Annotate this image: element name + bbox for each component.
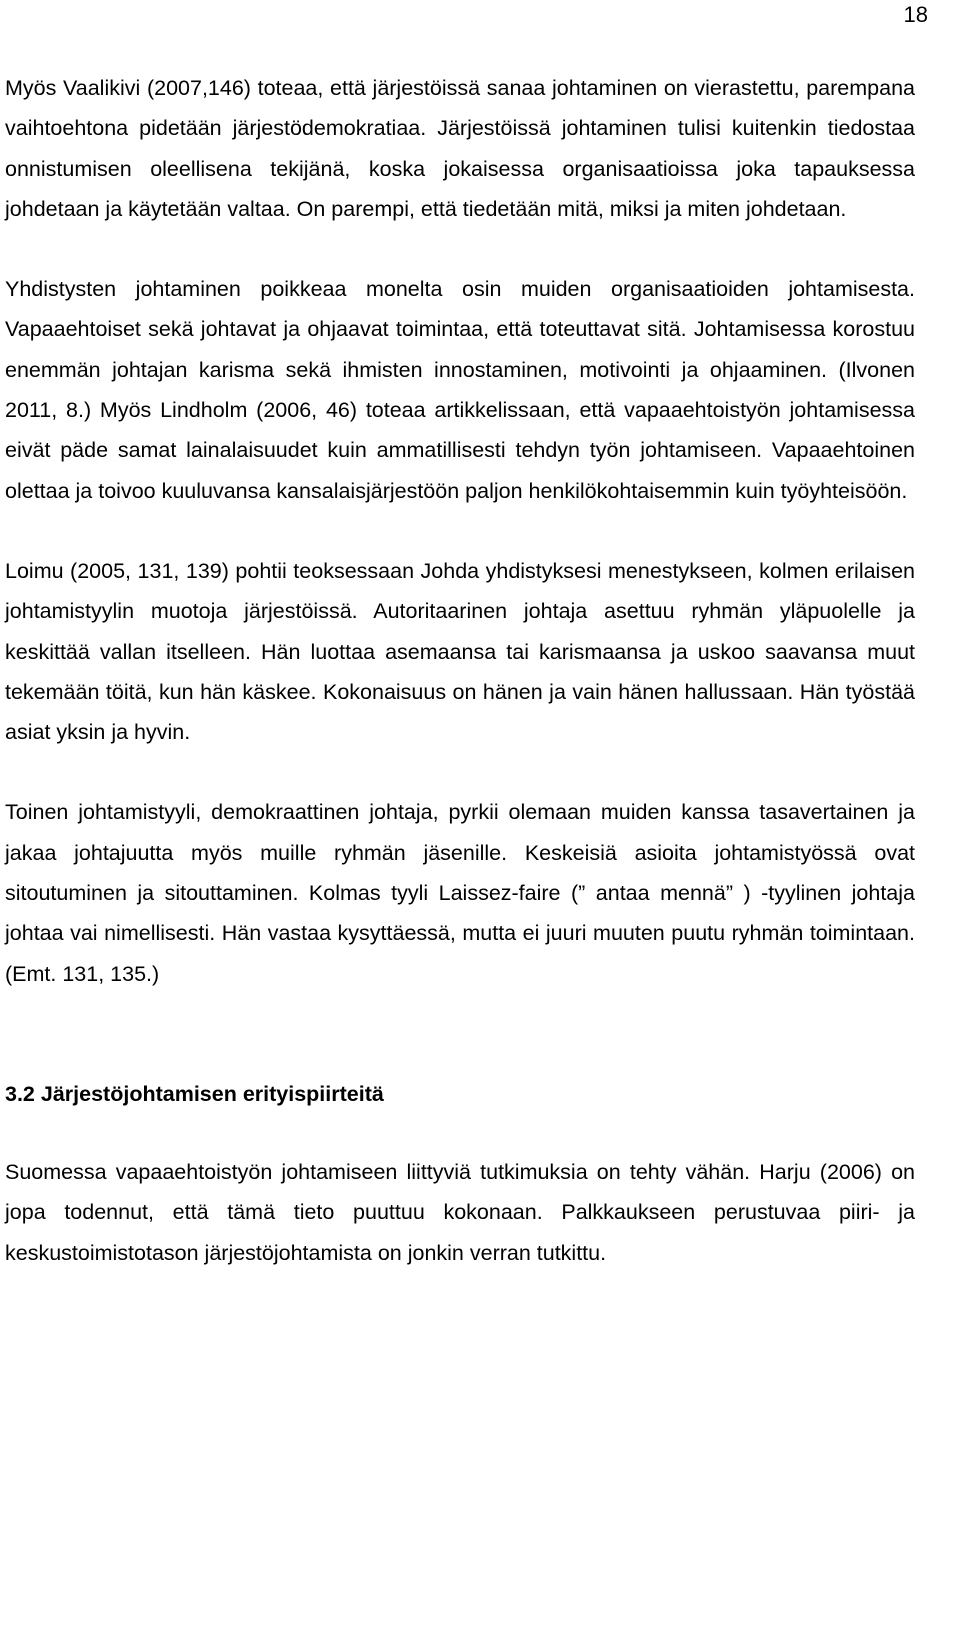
document-body xyxy=(5,68,915,1273)
paragraph-toinen-johtamistyyli: Toinen johtamistyyli, demokraattinen johtaja, pyrkii olemaan muiden kanssa tasavertainen ja jakaa johtajuutta myös muille ryhmän jäsenille. Keskeisiä asioita johtamistyössä ovat sitoutuminen ja sitouttaminen. Kolmas tyyli Laissez-faire (” antaa mennä” ) -tyylinen johtaja johtaa vai nimellisesti. Hän vastaa kysyttäessä, mutta ei juuri muuten puutu ryhmän toimintaan. (Emt. 131, 135.) xyxy=(5,800,915,986)
paragraph-yhdistysten-johtaminen: Yhdistysten johtaminen poikkeaa monelta osin muiden organisaatioiden johtamisesta. Vapaaehtoiset sekä johtavat ja ohjaavat toimintaa, että toteuttavat sitä. Johtamisessa korostuu enemmän johtajan karisma sekä ihmisten innostaminen, motivointi ja ohjaaminen. (Ilvonen 2011, 8.) Myös Lindholm (2006, 46) toteaa artikkelissaan, että vapaaehtoistyön johtamisessa eivät päde samat lainalaisuudet kuin ammatillisesti tehdyn työn johtamiseen. Vapaaehtoinen olettaa ja toivoo kuuluvansa kansalaisjärjestöön paljon henkilökohtaisemmin kuin työyhteisöön. xyxy=(5,277,915,503)
paragraph-vaalikivi: Myös Vaalikivi (2007,146) toteaa, että järjestöissä sanaa johtaminen on vierastettu, parempana vaihtoehtona pidetään järjestödemokratiaa. Järjestöissä johtaminen tulisi kuitenkin tiedostaa onnistumisen oleellisena tekijänä, koska jokaisessa organisaatioissa joka tapauksessa johdetaan ja käytetään valtaa. On parempi, että tiedetään mitä, miksi ja miten johdetaan. xyxy=(5,76,915,221)
section-title: Järjestöjohtamisen erityispiirteitä xyxy=(40,1081,384,1106)
section-number: 3.2 xyxy=(5,1081,35,1106)
section-heading xyxy=(5,1074,915,1114)
paragraph-loimu: Loimu (2005, 131, 139) pohtii teoksessaan Johda yhdistyksesi menestykseen, kolmen erilaisen johtamistyylin muotoja järjestöissä. Autoritaarinen johtaja asettuu ryhmän yläpuolelle ja keskittää vallan itselleen. Hän luottaa asemaansa tai karismaansa ja uskoo saavansa muut tekemään töitä, kun hän käskee. Kokonaisuus on hänen ja vain hänen hallussaan. Hän työstää asiat yksin ja hyvin. xyxy=(5,558,915,745)
paragraph-suomessa: Suomessa vapaaehtoistyön johtamiseen liittyviä tutkimuksia on tehty vähän. Harju (2006) on jopa todennut, että tämä tieto puuttuu kokonaan. Palkkaukseen perustuvaa piiri- ja keskustoimistotason järjestöjohtamista on jonkin verran tutkittu. xyxy=(5,1159,915,1265)
page-number: 18 xyxy=(903,2,928,27)
